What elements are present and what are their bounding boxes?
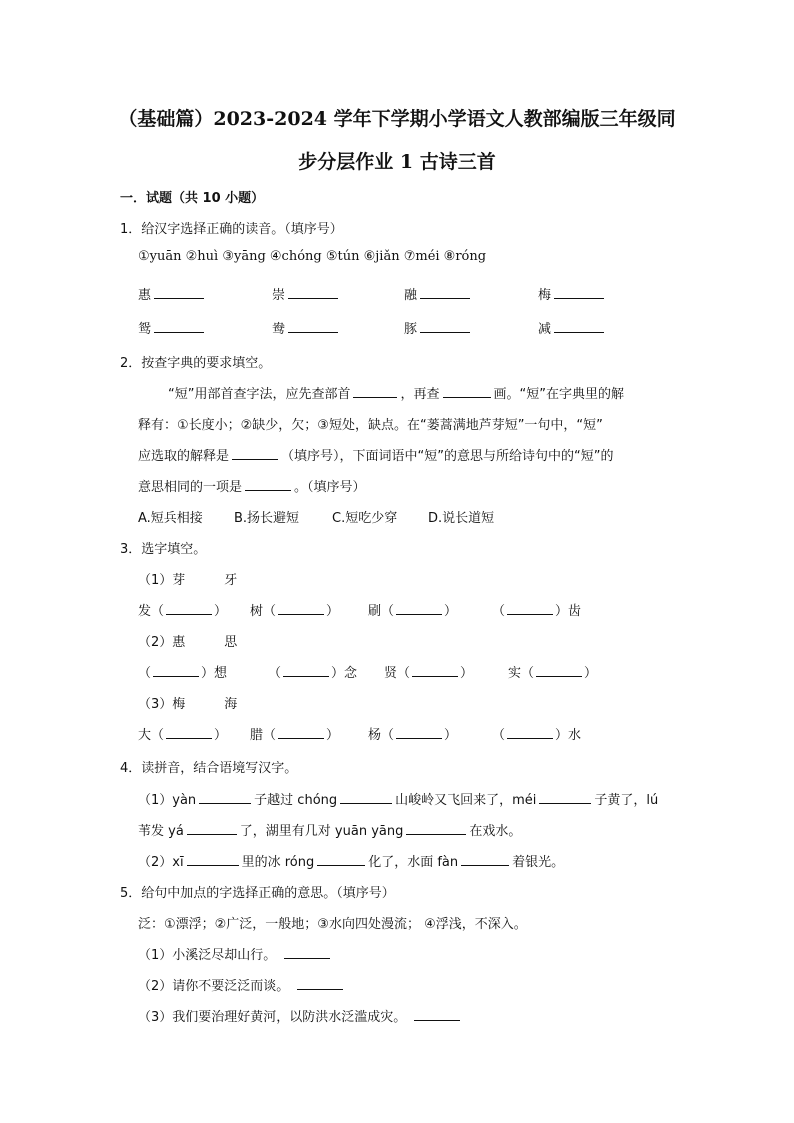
q5-stem: 5．给句中加点的字选择正确的意思。（填序号） bbox=[120, 886, 395, 901]
answer-blank[interactable] bbox=[396, 724, 442, 739]
q1-char: 鸳 bbox=[138, 322, 152, 337]
q1-item bbox=[272, 318, 341, 337]
q3-text: 贤（ bbox=[384, 666, 411, 681]
answer-blank[interactable] bbox=[396, 600, 442, 615]
answer-blank[interactable] bbox=[278, 600, 324, 615]
q3-text: ） bbox=[214, 604, 228, 619]
q2-text: “短”用部首查字法，应先查部首 bbox=[168, 387, 351, 402]
answer-blank[interactable] bbox=[507, 724, 553, 739]
q3-text: ） bbox=[444, 728, 458, 743]
answer-blank[interactable] bbox=[420, 284, 470, 299]
q2-choice: D.说长道短 bbox=[428, 511, 495, 526]
q3-item bbox=[138, 662, 227, 681]
q3-item bbox=[492, 600, 581, 619]
q1-item bbox=[404, 318, 473, 337]
q1-char: 梅 bbox=[538, 288, 552, 303]
q3-text: ） bbox=[214, 728, 228, 743]
answer-blank[interactable] bbox=[317, 851, 365, 866]
q3-item bbox=[384, 662, 473, 681]
answer-blank[interactable] bbox=[406, 820, 466, 835]
answer-blank[interactable] bbox=[153, 662, 199, 677]
q1-char: 减 bbox=[538, 322, 552, 337]
q3-text: ） bbox=[444, 604, 458, 619]
q2-line-1 bbox=[168, 383, 624, 402]
q4-line-1 bbox=[138, 789, 658, 808]
answer-blank[interactable] bbox=[288, 284, 338, 299]
q3-text: （ bbox=[268, 666, 282, 681]
page-title-line-1: （基础篇）2023-2024 学年下学期小学语文人教部编版三年级同 bbox=[118, 108, 676, 130]
q3-text: 实（ bbox=[508, 666, 535, 681]
q5-definitions: 泛：①漂浮；②广泛，一般地；③水向四处漫流； ④浮浅，不深入。 bbox=[138, 917, 527, 932]
answer-blank[interactable] bbox=[284, 944, 330, 959]
q2-line-3 bbox=[138, 445, 613, 464]
answer-blank[interactable] bbox=[554, 318, 604, 333]
q4-line-2 bbox=[138, 820, 521, 839]
q3-text: ） bbox=[460, 666, 474, 681]
q3-item bbox=[138, 724, 227, 743]
q3-group-2-label: （2）惠 思 bbox=[138, 635, 238, 650]
answer-blank[interactable] bbox=[154, 318, 204, 333]
q3-item bbox=[492, 724, 581, 743]
q5-text: （3）我们要治理好黄河，以防洪水泛滥成灾。 bbox=[138, 1010, 407, 1025]
answer-blank[interactable] bbox=[278, 724, 324, 739]
q3-item bbox=[368, 724, 457, 743]
answer-blank[interactable] bbox=[187, 820, 237, 835]
q1-item bbox=[272, 284, 341, 303]
q2-text: （填序号），下面词语中“短”的意思与所给诗句中的“短”的 bbox=[281, 449, 614, 464]
q1-pinyin-options: ①yuān ②huì ③yāng ④chóng ⑤tún ⑥jiǎn ⑦méi ⑧róng bbox=[138, 249, 487, 264]
answer-blank[interactable] bbox=[539, 789, 591, 804]
answer-blank[interactable] bbox=[353, 383, 397, 398]
q2-choice: B.扬长避短 bbox=[234, 511, 300, 526]
answer-blank[interactable] bbox=[232, 445, 278, 460]
q5-text: （2）请你不要泛泛而谈。 bbox=[138, 979, 290, 994]
q4-text: 了，湖里有几对 yuān yāng bbox=[239, 824, 404, 839]
q3-text: 刷（ bbox=[368, 604, 395, 619]
q4-text: 子越过 chóng bbox=[254, 793, 338, 808]
answer-blank[interactable] bbox=[199, 789, 251, 804]
q3-text: 杨（ bbox=[368, 728, 395, 743]
q2-choice: A.短兵相接 bbox=[138, 511, 203, 526]
q3-text: 大（ bbox=[138, 728, 165, 743]
answer-blank[interactable] bbox=[288, 318, 338, 333]
q1-char: 崇 bbox=[272, 288, 286, 303]
answer-blank[interactable] bbox=[187, 851, 239, 866]
q3-group-3-label: （3）梅 海 bbox=[138, 697, 238, 712]
q4-text: 着银光。 bbox=[512, 855, 565, 870]
q4-text: 里的冰 róng bbox=[241, 855, 315, 870]
q5-sentence bbox=[138, 975, 346, 994]
q2-stem: 2．按查字典的要求填空。 bbox=[120, 356, 272, 371]
answer-blank[interactable] bbox=[412, 662, 458, 677]
q3-item bbox=[250, 600, 339, 619]
q3-text: ）齿 bbox=[555, 604, 582, 619]
q3-text: 树（ bbox=[250, 604, 277, 619]
q2-text: 画。“短”在字典里的解 bbox=[493, 387, 624, 402]
q3-text: 腊（ bbox=[250, 728, 277, 743]
answer-blank[interactable] bbox=[245, 476, 291, 491]
answer-blank[interactable] bbox=[420, 318, 470, 333]
q4-text: （1）yàn bbox=[138, 793, 197, 808]
q2-text: 。（填序号） bbox=[294, 480, 366, 495]
answer-blank[interactable] bbox=[340, 789, 392, 804]
q3-item bbox=[138, 600, 227, 619]
q1-item bbox=[138, 318, 207, 337]
q5-sentence bbox=[138, 944, 333, 963]
q1-item bbox=[538, 284, 607, 303]
q3-text: （ bbox=[138, 666, 152, 681]
q1-item bbox=[138, 284, 207, 303]
q3-group-1-label: （1）芽 牙 bbox=[138, 573, 238, 588]
answer-blank[interactable] bbox=[414, 1006, 460, 1021]
q1-stem: 1．给汉字选择正确的读音。（填序号） bbox=[120, 222, 343, 237]
q4-text: 山峻岭又飞回来了，méi bbox=[395, 793, 537, 808]
answer-blank[interactable] bbox=[166, 600, 212, 615]
section-heading: 一．试题（共 10 小题） bbox=[120, 191, 265, 206]
q4-text: 子黄了，lú bbox=[594, 793, 659, 808]
q3-item bbox=[508, 662, 597, 681]
q3-text: ） bbox=[326, 728, 340, 743]
q3-item bbox=[368, 600, 457, 619]
q4-text: （2）xī bbox=[138, 855, 184, 870]
q3-text: ） bbox=[584, 666, 598, 681]
answer-blank[interactable] bbox=[461, 851, 509, 866]
q5-text: （1）小溪泛尽却山行。 bbox=[138, 948, 277, 963]
q2-line-4 bbox=[138, 476, 366, 495]
q4-stem: 4．读拼音，结合语境写汉字。 bbox=[120, 761, 298, 776]
q3-stem: 3．选字填空。 bbox=[120, 542, 207, 557]
q4-text: 在戏水。 bbox=[469, 824, 522, 839]
q3-text: ）水 bbox=[555, 728, 582, 743]
q1-char: 惠 bbox=[138, 288, 152, 303]
q4-text: 化了，水面 fàn bbox=[368, 855, 459, 870]
q4-line-3 bbox=[138, 851, 564, 870]
q1-char: 融 bbox=[404, 288, 418, 303]
q3-item bbox=[268, 662, 357, 681]
q1-item bbox=[404, 284, 473, 303]
answer-blank[interactable] bbox=[283, 662, 329, 677]
q1-item bbox=[538, 318, 607, 337]
q4-text: 苇发 yá bbox=[138, 824, 184, 839]
q5-sentence bbox=[138, 1006, 463, 1025]
page-title-line-2: 步分层作业 1 古诗三首 bbox=[298, 151, 496, 173]
q3-text: 发（ bbox=[138, 604, 165, 619]
answer-blank[interactable] bbox=[166, 724, 212, 739]
q3-text: （ bbox=[492, 604, 506, 619]
q2-text: ，再查 bbox=[400, 387, 440, 402]
answer-blank[interactable] bbox=[536, 662, 582, 677]
q3-text: ）念 bbox=[331, 666, 358, 681]
answer-blank[interactable] bbox=[507, 600, 553, 615]
answer-blank[interactable] bbox=[554, 284, 604, 299]
q2-line-2: 释有：①长度小；②缺少，欠；③短处，缺点。在“蒌蒿满地芦芽短”一句中，“短” bbox=[138, 418, 603, 433]
q1-char: 鸯 bbox=[272, 322, 286, 337]
q3-item bbox=[250, 724, 339, 743]
q2-text: 意思相同的一项是 bbox=[138, 480, 243, 495]
answer-blank[interactable] bbox=[443, 383, 491, 398]
answer-blank[interactable] bbox=[297, 975, 343, 990]
q3-text: ）想 bbox=[201, 666, 228, 681]
q2-text: 应选取的解释是 bbox=[138, 449, 230, 464]
q1-char: 豚 bbox=[404, 322, 418, 337]
q3-text: ） bbox=[326, 604, 340, 619]
q2-choice: C.短吃少穿 bbox=[332, 511, 398, 526]
q3-text: （ bbox=[492, 728, 506, 743]
answer-blank[interactable] bbox=[154, 284, 204, 299]
